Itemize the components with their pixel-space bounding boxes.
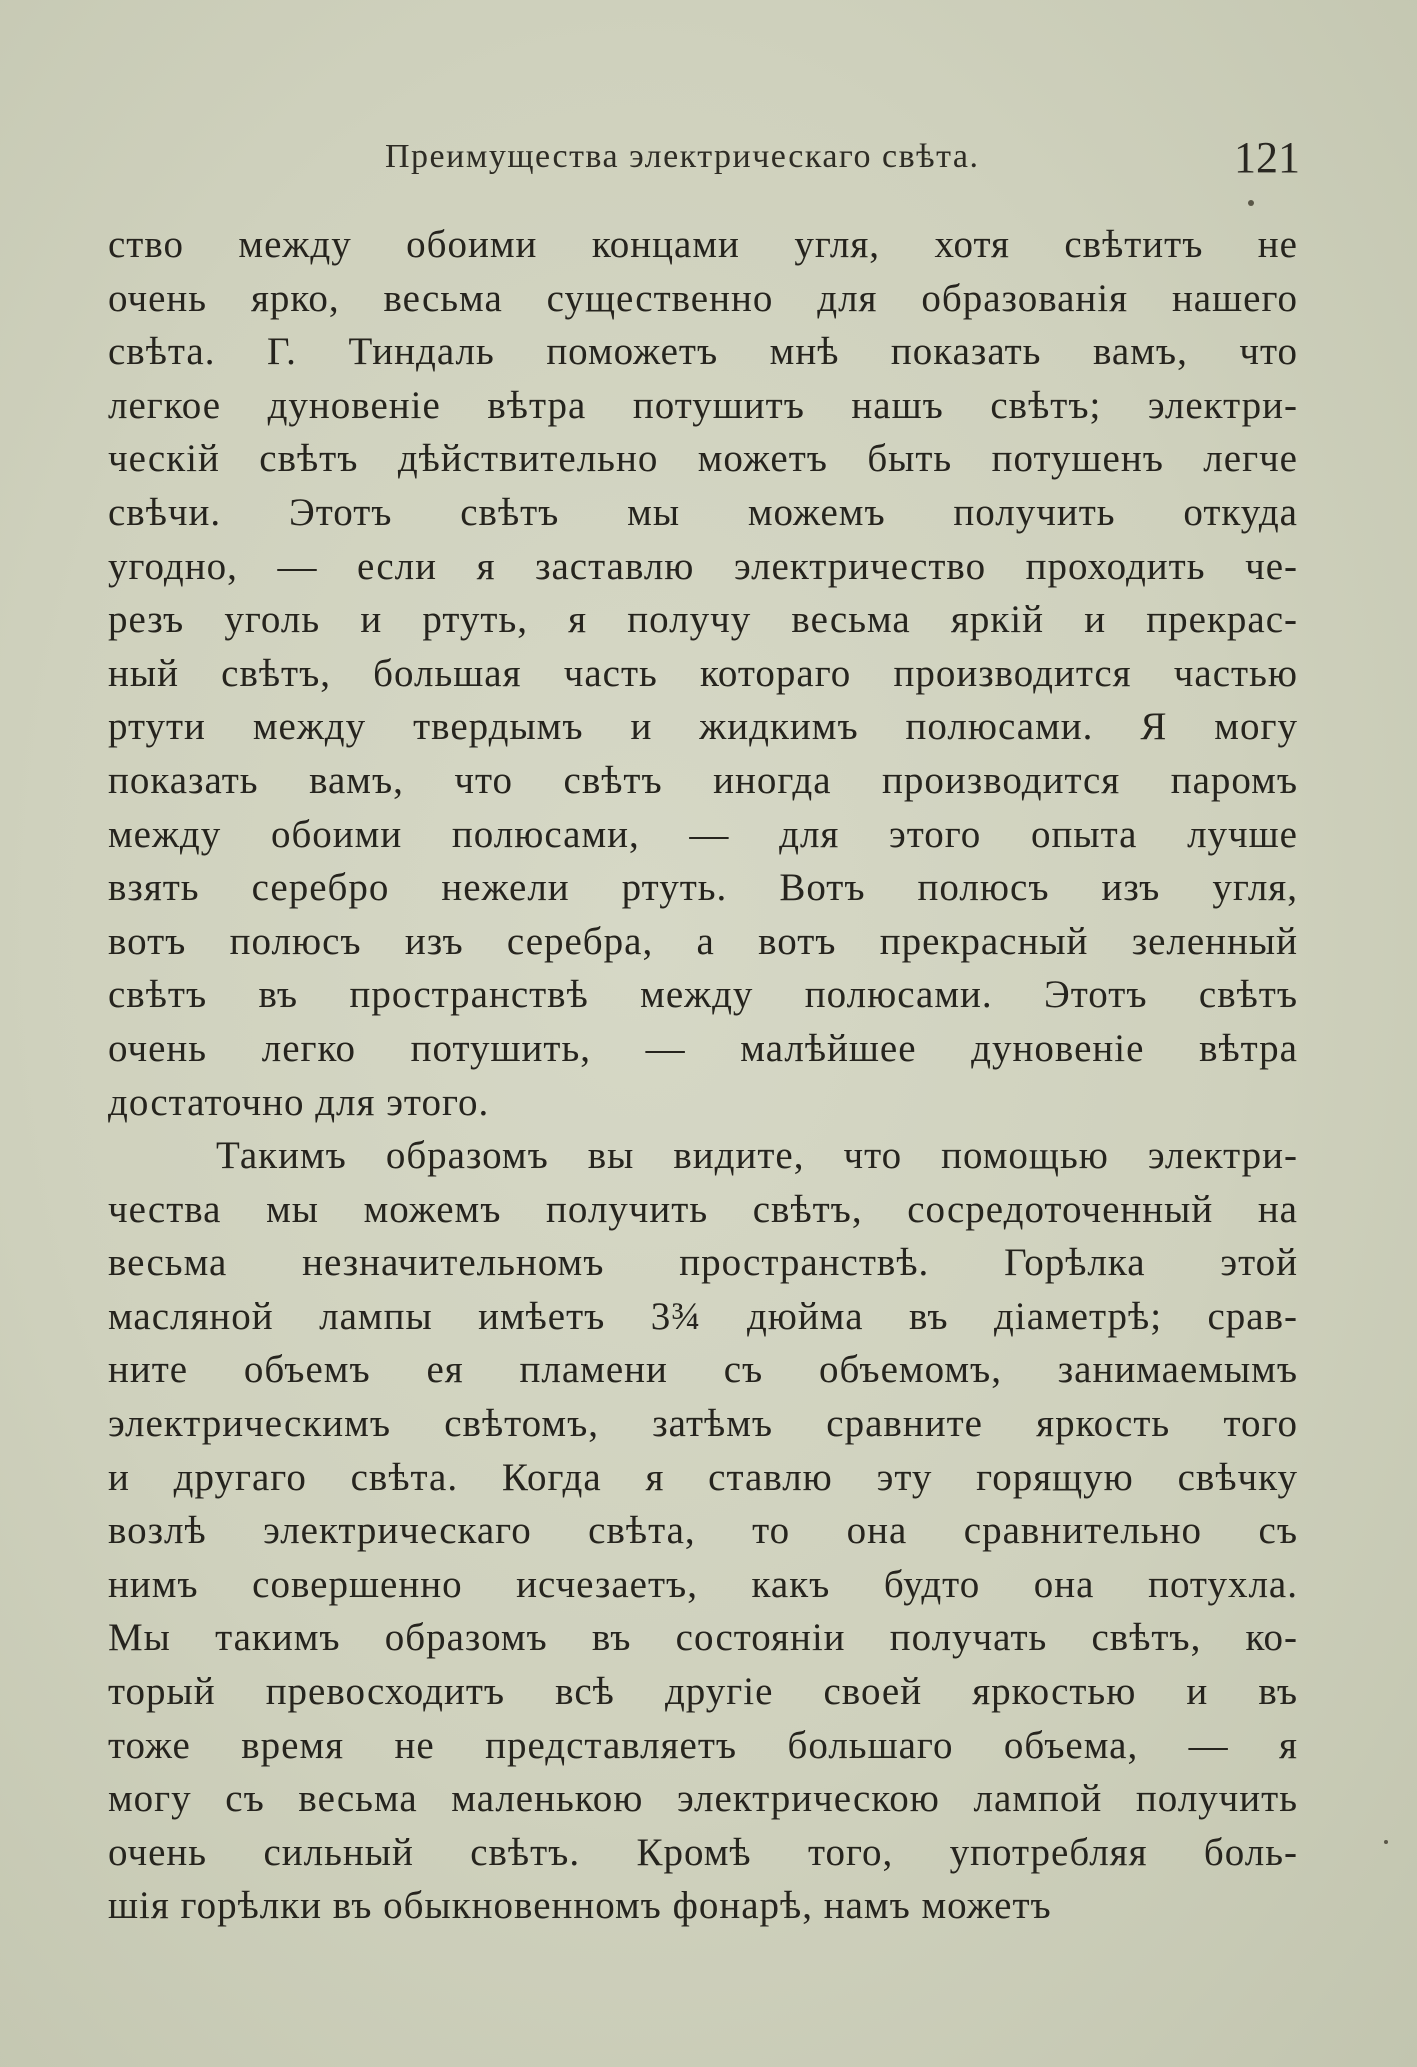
text-line: могу съ весьма маленькою электрическою лампой получить <box>108 1777 1298 1821</box>
text-line: очень ярко, весьма существенно для образованія нашего <box>108 276 1298 320</box>
text-line: тоже время не представляетъ большаго объема, — я <box>108 1723 1298 1767</box>
text-line: Мы такимъ образомъ въ состояніи получать свѣтъ, ко- <box>108 1616 1298 1660</box>
page-number: 121 <box>1234 133 1300 182</box>
text-line: весьма незначительномъ пространствѣ. Горѣлка этой <box>108 1241 1298 1285</box>
text-line: ртути между твердымъ и жидкимъ полюсами. Я могу <box>108 705 1298 749</box>
text-line: нимъ совершенно исчезаетъ, какъ будто она потухла. <box>108 1562 1298 1606</box>
text-line: электрическимъ свѣтомъ, затѣмъ сравните яркость того <box>108 1402 1298 1446</box>
text-line: показать вамъ, что свѣтъ иногда производится паромъ <box>108 758 1298 802</box>
text-line: ческій свѣтъ дѣйствительно можетъ быть потушенъ легче <box>108 437 1298 481</box>
text-line: очень легко потушить, — малѣйшее дуновеніе вѣтра <box>108 1026 1298 1070</box>
text-line: шія горѣлки въ обыкновенномъ фонарѣ, намъ можетъ <box>108 1884 1052 1928</box>
text-line: ный свѣтъ, большая часть котораго производится частью <box>108 651 1298 695</box>
text-line: Такимъ образомъ вы видите, что помощью электри- <box>216 1134 1298 1178</box>
text-line: взять серебро нежели ртуть. Вотъ полюсъ изъ угля, <box>108 866 1298 910</box>
print-speck <box>1248 200 1254 206</box>
text-line: очень сильный свѣтъ. Кромѣ того, употребляя боль- <box>108 1830 1298 1874</box>
text-line: вотъ полюсъ изъ серебра, а вотъ прекрасный зеленный <box>108 919 1298 963</box>
text-line: угодно, — если я заставлю электричество проходить че- <box>108 544 1298 588</box>
text-line: легкое дуновеніе вѣтра потушитъ нашъ свѣтъ; электри- <box>108 383 1298 427</box>
text-line: ство между обоими концами угля, хотя свѣтитъ не <box>108 223 1298 266</box>
text-line: свѣта. Г. Тиндаль поможетъ мнѣ показать вамъ, что <box>108 330 1298 374</box>
running-title: Преимущества электрическаго свѣта. <box>385 138 980 175</box>
text-line: резъ уголь и ртуть, я получу весьма яркій и прекрас- <box>108 598 1298 642</box>
text-line: ните объемъ ея пламени съ объемомъ, занимаемымъ <box>108 1348 1298 1392</box>
print-speck <box>1384 1840 1388 1844</box>
running-head <box>120 133 1300 188</box>
text-line: и другаго свѣта. Когда я ставлю эту горящую свѣчку <box>108 1455 1298 1499</box>
text-line: между обоими полюсами, — для этого опыта лучше <box>108 812 1298 856</box>
paragraph <box>108 1129 1298 1933</box>
text-line: свѣчи. Этотъ свѣтъ мы можемъ получить откуда <box>108 490 1298 534</box>
body-text <box>108 218 1298 1933</box>
text-line: достаточно для этого. <box>108 1080 490 1124</box>
text-line: масляной лампы имѣетъ 3¾ дюйма въ діаметрѣ; срав- <box>108 1294 1298 1338</box>
text-line: торый превосходитъ всѣ другіе своей яркостью и въ <box>108 1670 1298 1714</box>
text-line: свѣтъ въ пространствѣ между полюсами. Этотъ свѣтъ <box>108 973 1298 1017</box>
text-line: возлѣ электрическаго свѣта, то она сравнительно съ <box>108 1509 1298 1553</box>
paragraph <box>108 218 1298 1129</box>
text-line: чества мы можемъ получить свѣтъ, сосредоточенный на <box>108 1187 1298 1231</box>
